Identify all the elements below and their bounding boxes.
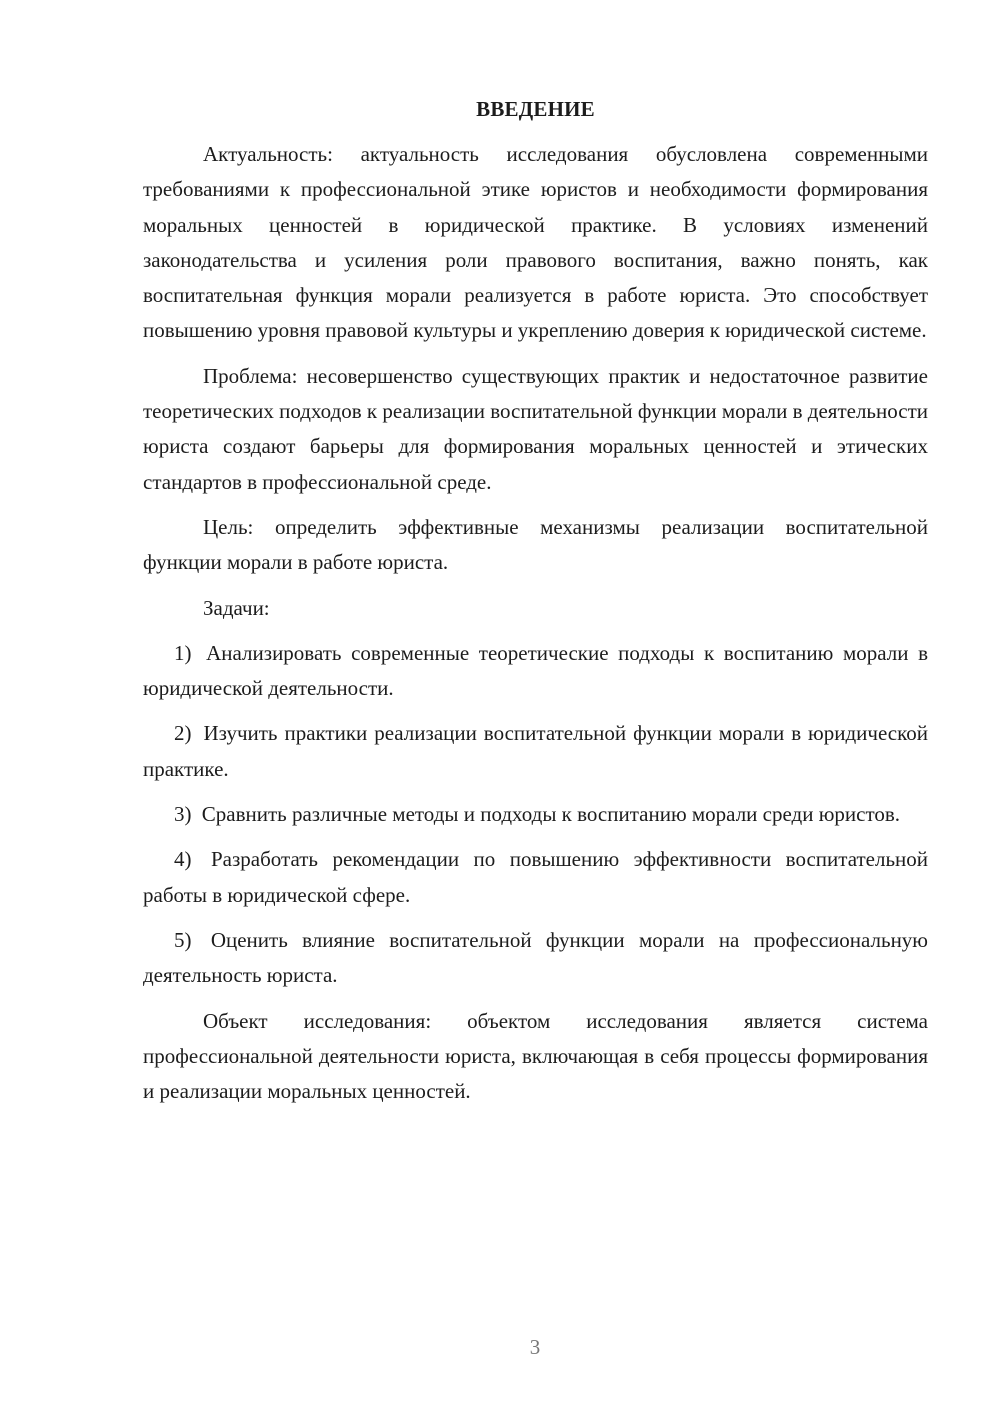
- page-number: 3: [529, 1335, 541, 1359]
- page-content: [143, 92, 928, 1119]
- task-number: 5): [174, 927, 192, 952]
- task-number: 3): [174, 802, 192, 827]
- task-item: [143, 797, 928, 832]
- task-text: Оценить влияние воспитательной функции морали на профессиональную деятельность юриста.: [143, 927, 928, 988]
- task-number: 2): [174, 721, 192, 746]
- task-text: Изучить практики реализации воспитательной функции морали в юридической практике.: [143, 721, 928, 781]
- problem-paragraph: Проблема: несовершенство существующих практик и недостаточное развитие теоретических подходов к реализации воспитательной функции морали в деятельности юриста создают барьеры для формирования моральных ценностей и этических стандартов в профессиональной среде.: [143, 363, 928, 494]
- section-heading: ВВЕДЕНИЕ: [476, 97, 595, 121]
- object-paragraph: Объект исследования: объектом исследования является система профессиональной деятельности юриста, включающая в себя процессы формирования и реализации моральных ценностей.: [143, 1008, 928, 1104]
- task-number: 4): [174, 847, 192, 872]
- task-item: [143, 842, 928, 913]
- task-text: Разработать рекомендации по повышению эффективности воспитательной работы в юридической сфере.: [143, 847, 929, 907]
- task-item: [143, 923, 928, 994]
- task-text: Анализировать современные теоретические подходы к воспитанию морали в юридической деятельности.: [143, 640, 929, 701]
- task-item: [143, 636, 928, 707]
- relevance-paragraph: Актуальность: актуальность исследования обусловлена современными требованиями к профессиональной этике юристов и необходимости формирования моральных ценностей в юридической практике. В условиях изменений законодательства и усиления роли правового воспитания, важно понять, как воспитательная функция морали реализуется в работе юриста. Это способствует повышению уровня правовой культуры и укреплению доверия к юридической системе.: [143, 142, 928, 343]
- task-item: [143, 716, 928, 787]
- task-text: Сравнить различные методы и подходы к воспитанию морали среди юристов.: [201, 802, 901, 827]
- goal-paragraph: Цель: определить эффективные механизмы реализации воспитательной функции морали в работе юриста.: [143, 514, 928, 575]
- task-number: 1): [174, 640, 192, 665]
- tasks-label: Задачи:: [203, 595, 270, 620]
